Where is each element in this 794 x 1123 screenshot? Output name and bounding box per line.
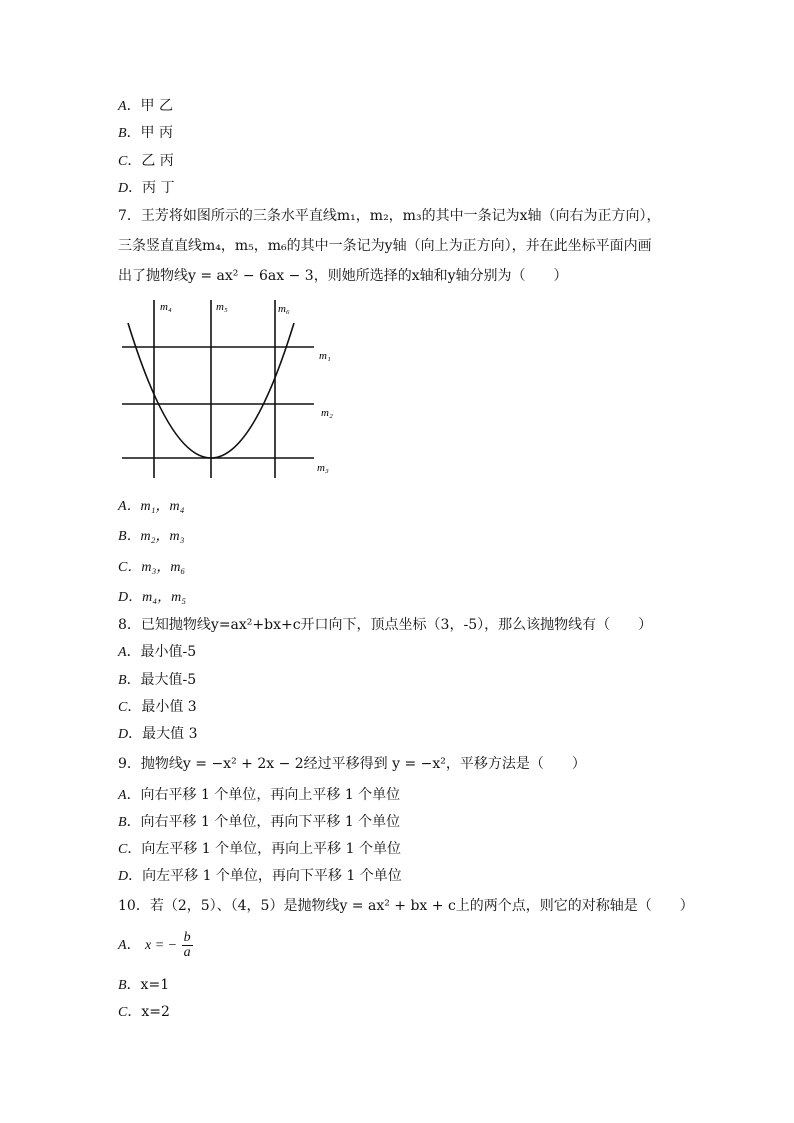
- option-text: ．向左平移 1 个单位，再向上平移 1 个单位: [127, 841, 401, 857]
- option-text: ．乙 丙: [127, 153, 174, 169]
- option-letter: B: [118, 815, 127, 830]
- q6-option-b: [118, 123, 173, 144]
- option-letter: D: [118, 869, 129, 884]
- option-text: ．最大值-5: [126, 672, 197, 688]
- q6-option-c: [118, 151, 174, 172]
- q8-stem: 8．已知抛物线y=ax²+bx+c开口向下，顶点坐标（3，-5），那么该抛物线有（ ）: [118, 617, 653, 633]
- option-letter: A: [118, 645, 127, 660]
- q9-option-c: [118, 839, 401, 860]
- option-letter: A: [118, 99, 127, 114]
- option-text: ．最大值 3: [128, 726, 198, 742]
- label-m3: m₃: [317, 462, 329, 474]
- option-letter: C: [118, 560, 128, 575]
- q7-option-b: [118, 526, 185, 547]
- q9-stem: 9．抛物线y = −x² + 2x − 2经过平移得到 y = −x²，平移方法是（ ）: [118, 756, 586, 772]
- q8-option-a: [118, 642, 196, 663]
- option-letter: B: [118, 978, 127, 993]
- q7-stem-line-1: 7．王芳将如图所示的三条水平直线m₁，m₂，m₃的其中一条记为x轴（向右为正方向），: [118, 208, 661, 224]
- option-text: ．x=2: [127, 1004, 170, 1020]
- option-equation-lhs: x = −: [145, 938, 178, 953]
- option-text: ．向左平移 1 个单位，再向下平移 1 个单位: [128, 868, 402, 884]
- option-letter: C: [118, 1005, 128, 1020]
- fraction-denominator: a: [183, 944, 191, 960]
- label-m6: m₆: [278, 303, 290, 315]
- q10-option-a: [118, 930, 193, 961]
- q9-option-a: [118, 785, 400, 806]
- option-text: ．向右平移 1 个单位，再向上平移 1 个单位: [126, 787, 401, 803]
- option-letter: B: [118, 673, 127, 688]
- q7-option-c: [118, 557, 185, 578]
- option-text: ．丙 丁: [128, 180, 175, 196]
- q7-option-d: [118, 587, 186, 608]
- option-letter: D: [118, 590, 129, 605]
- q7-stem-line-2: 三条竖直直线m₄，m₅，m₆的其中一条记为y轴（向上为正方向），并在此坐标平面内画: [118, 238, 652, 254]
- option-letter: C: [118, 842, 128, 857]
- option-text: ．m₁，m₄: [126, 499, 185, 514]
- q8-option-b: [118, 670, 196, 691]
- q10-option-c: [118, 1002, 170, 1023]
- option-text: ．甲 丙: [126, 125, 174, 141]
- option-letter: A: [118, 499, 127, 514]
- option-letter: B: [118, 126, 127, 141]
- fraction-numerator: b: [183, 929, 191, 945]
- option-letter: D: [118, 727, 129, 742]
- label-m2: m₂: [321, 407, 333, 419]
- q9-option-d: [118, 866, 402, 887]
- fraction-b-over-a: [182, 931, 193, 960]
- label-m1: m₁: [319, 350, 331, 362]
- option-text: ．m₄，m₅: [128, 590, 187, 605]
- option-text: ．m₂，m₃: [126, 529, 185, 544]
- q6-option-d: [118, 178, 175, 199]
- q7-option-a: [118, 496, 185, 517]
- option-letter: B: [118, 529, 127, 544]
- q6-option-a: [118, 96, 173, 117]
- q10-stem: 10．若（2，5）、（4，5）是抛物线y = ax² + bx + c上的两个点，则它的对称轴是（ ）: [118, 898, 694, 914]
- label-m4: m₄: [160, 301, 172, 313]
- option-text: ．甲 乙: [126, 98, 174, 114]
- option-text: ．最小值 3: [127, 699, 197, 715]
- q9-option-b: [118, 812, 400, 833]
- q7-parabola-figure: [118, 298, 340, 480]
- q8-option-c: [118, 697, 197, 718]
- option-letter: A: [118, 938, 127, 953]
- option-punct: ．: [126, 937, 141, 953]
- q10-option-b: [118, 975, 169, 996]
- option-letter: D: [118, 181, 129, 196]
- option-letter: C: [118, 154, 128, 169]
- option-letter: A: [118, 788, 127, 803]
- q7-stem-line-3: 出了抛物线y = ax² − 6ax − 3，则她所选择的x轴和y轴分别为（ ）: [118, 268, 568, 284]
- label-m5: m₅: [216, 301, 228, 313]
- option-text: ．m₃，m₆: [127, 560, 186, 575]
- option-text: ．最小值-5: [126, 644, 197, 660]
- option-text: ．x=1: [126, 977, 170, 993]
- option-text: ．向右平移 1 个单位，再向下平移 1 个单位: [126, 814, 401, 830]
- q8-option-d: [118, 724, 197, 745]
- option-letter: C: [118, 700, 128, 715]
